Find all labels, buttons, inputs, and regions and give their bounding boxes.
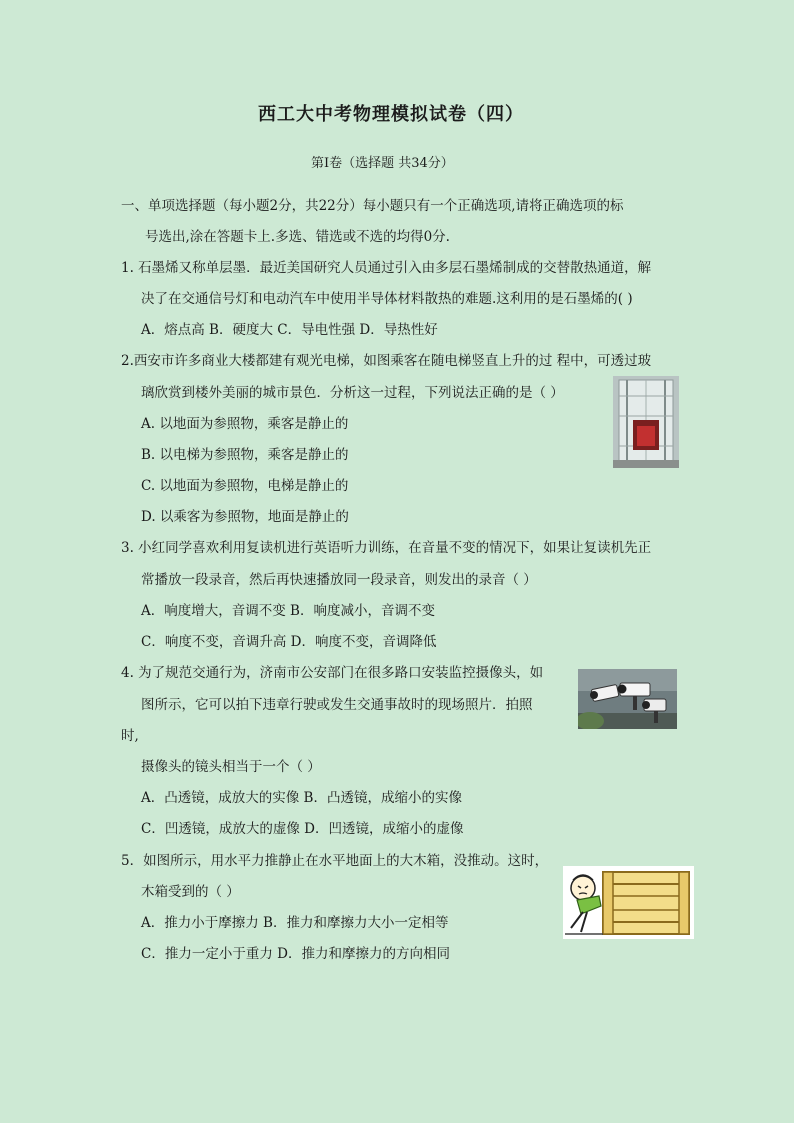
q1-options: A．熔点高 B．硬度大 C．导电性强 D．导热性好	[141, 322, 438, 338]
q5-stem-line-1: 5．如图所示，用水平力推静止在水平地面上的大木箱，没推动。这时，	[121, 853, 549, 869]
q4-options-cd: C．凹透镜，成放大的虚像 D．凹透镜，成缩小的虚像	[141, 821, 464, 837]
exam-title: 西工大中考物理模拟试卷（四）	[258, 104, 524, 125]
section-subtitle: 第Ⅰ卷（选择题 共34分）	[311, 156, 454, 171]
q4-stem-line-1: 4. 为了规范交通行为，济南市公安部门在很多路口安装监控摄像头，如	[121, 665, 544, 681]
q2-option-c: C. 以地面为参照物，电梯是静止的	[141, 478, 349, 494]
q4-stem-line-2: 图所示，它可以拍下违章行驶或发生交通事故时的现场照片．拍照	[141, 697, 533, 713]
q3-options-cd: C．响度不变，音调升高 D．响度不变，音调降低	[141, 634, 437, 650]
pushing-crate-figure	[563, 866, 694, 939]
q2-option-b: B. 以电梯为参照物，乘客是静止的	[141, 447, 349, 463]
q5-options-cd: C．推力一定小于重力 D．推力和摩擦力的方向相同	[141, 946, 450, 962]
q3-stem-line-2: 常播放一段录音，然后再快速播放同一段录音，则发出的录音（ ）	[141, 572, 537, 588]
q1-stem-line-2: 决了在交通信号灯和电动汽车中使用半导体材料散热的难题.这利用的是石墨烯的( )	[141, 291, 633, 307]
q3-stem-line-1: 3. 小红同学喜欢利用复读机进行英语听力训练，在音量不变的情况下，如果让复读机先正	[121, 540, 652, 556]
q5-stem-line-2: 木箱受到的（ ）	[141, 884, 240, 900]
surveillance-camera-figure	[578, 669, 677, 729]
q2-option-d: D. 以乘客为参照物，地面是静止的	[141, 509, 349, 525]
q5-options-ab: A．推力小于摩擦力 B．推力和摩擦力大小一定相等	[141, 915, 449, 931]
q1-stem-line-1: 1. 石墨烯又称单层墨．最近美国研究人员通过引入由多层石墨烯制成的交替散热通道，解	[121, 260, 652, 276]
q4-options-ab: A．凸透镜，成放大的实像 B．凸透镜，成缩小的实像	[141, 790, 462, 806]
elevator-figure	[613, 376, 679, 468]
instructions-line-2: 号选出,涂在答题卡上.多选、错选或不选的均得0分.	[145, 229, 450, 245]
instructions-line-1: 一、单项选择题（每小题2分，共22分）每小题只有一个正确选项,请将正确选项的标	[121, 198, 624, 214]
q4-stem-line-4: 摄像头的镜头相当于一个（ ）	[141, 759, 321, 775]
q4-stem-line-3: 时,	[121, 728, 139, 744]
q2-stem-line-1: 2.西安市许多商业大楼都建有观光电梯，如图乘客在随电梯竖直上升的过 程中，可透过玻	[121, 353, 652, 369]
q2-stem-line-2: 璃欣赏到楼外美丽的城市景色．分析这一过程，下列说法正确的是（ ）	[141, 385, 564, 401]
q2-option-a: A. 以地面为参照物，乘客是静止的	[141, 416, 349, 432]
q3-options-ab: A．响度增大，音调不变 B．响度减小，音调不变	[141, 603, 435, 619]
